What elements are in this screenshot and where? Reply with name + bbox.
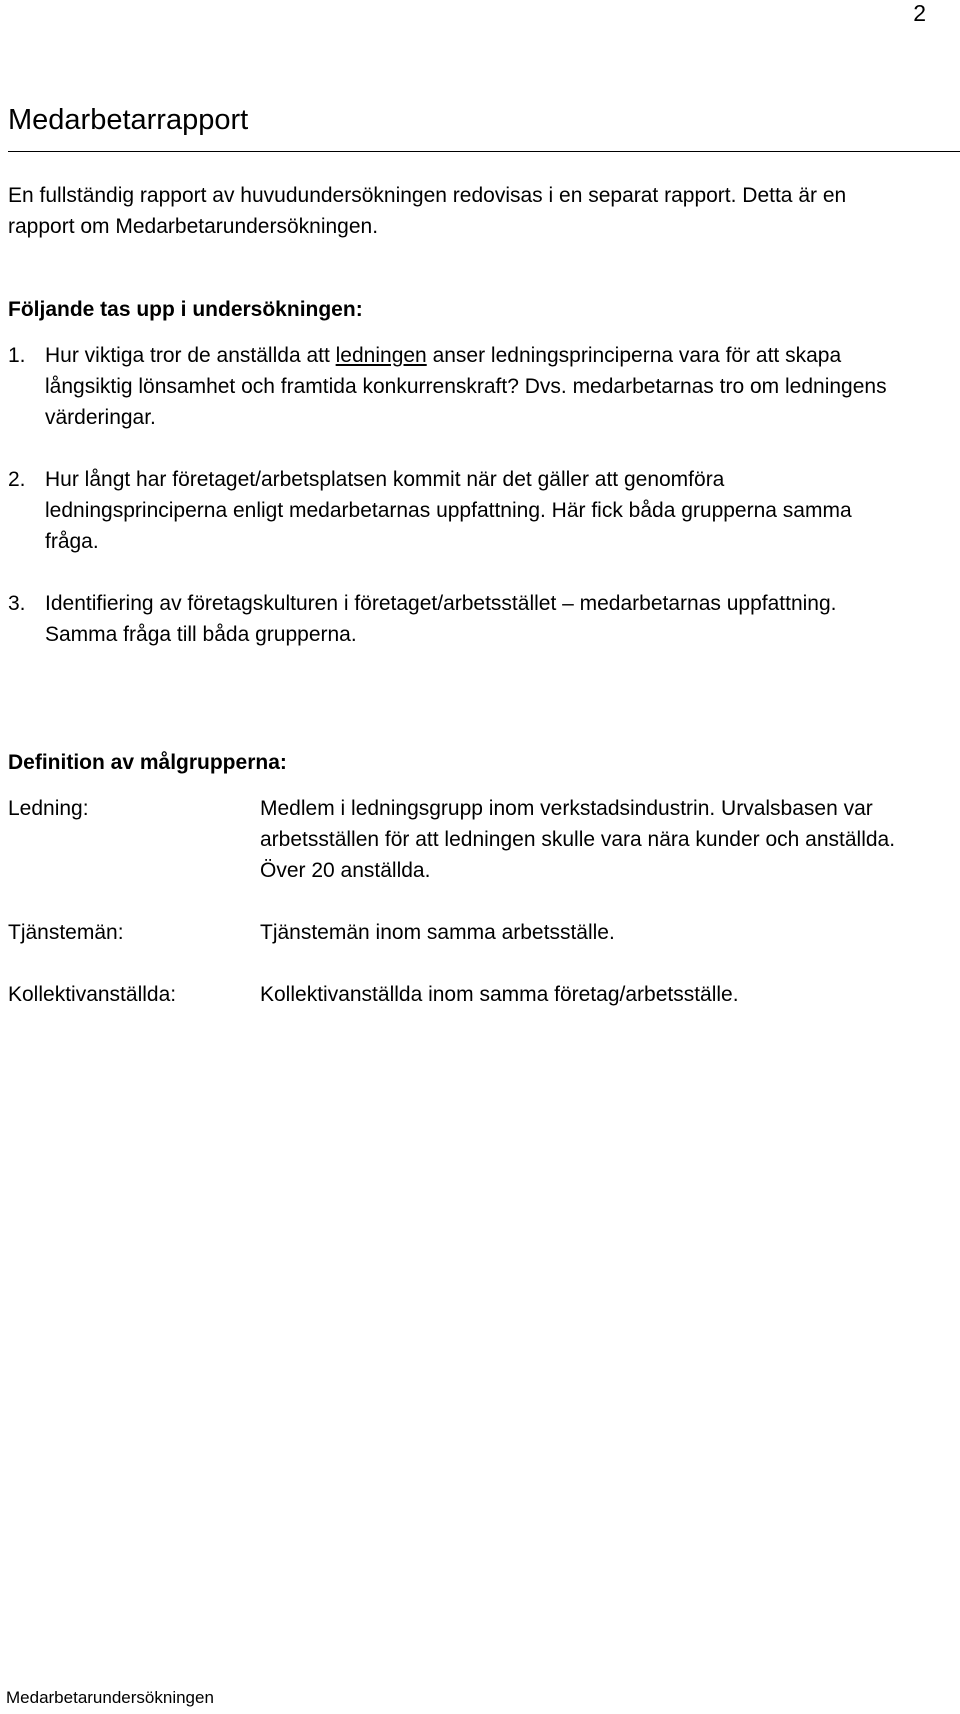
- list-item-number: 1.: [8, 344, 26, 367]
- page-title: Medarbetarrapport: [8, 104, 249, 136]
- heading-divider: [8, 151, 960, 152]
- list-item-text-start: Hur viktiga tror de anställda att: [45, 344, 336, 367]
- definition-term: Ledning:: [8, 797, 89, 820]
- list-item: [8, 464, 908, 557]
- underlined-term: ledningen: [335, 344, 427, 367]
- list-item: [8, 588, 908, 650]
- page-number: 2: [913, 0, 926, 26]
- definition-term: Kollektivanställda:: [8, 983, 177, 1006]
- list-item: [8, 340, 908, 433]
- list-item-text-end: anser ledningsprinciperna vara för att skapa långsiktig lönsamhet och framtida konkurrenskraft? Dvs. medarbetarnas tro om ledningens värderingar.: [45, 344, 887, 429]
- list-item-number: 3.: [8, 592, 26, 615]
- list-item-text: Identifiering av företagskulturen i företaget/arbetsstället – medarbetarnas uppfattning. Samma fråga till båda grupperna.: [45, 592, 837, 646]
- page-footer: Medarbetarundersökningen: [6, 1688, 214, 1707]
- list-item-text: Hur långt har företaget/arbetsplatsen kommit när det gäller att genomföra ledningsprinciperna enligt medarbetarnas uppfattning. Här fick båda grupperna samma fråga.: [45, 468, 852, 553]
- topics-heading: Följande tas upp i undersökningen:: [8, 298, 363, 321]
- definition-description: Kollektivanställda inom samma företag/arbetsställe.: [260, 983, 739, 1006]
- definition-term: Tjänstemän:: [8, 921, 124, 944]
- list-item-number: 2.: [8, 468, 26, 491]
- definitions-heading: Definition av målgrupperna:: [8, 751, 287, 774]
- topics-list: [8, 340, 908, 681]
- intro-paragraph: En fullständig rapport av huvudundersökningen redovisas i en separat rapport. Detta är en rapport om Medarbetarundersökningen.: [8, 184, 847, 238]
- definition-description: Tjänstemän inom samma arbetsställe.: [260, 921, 615, 944]
- definition-description: Medlem i ledningsgrupp inom verkstadsindustrin. Urvalsbasen var arbetsställen för att ledningen skulle vara nära kunder och anställda. Över 20 anställda.: [260, 797, 896, 882]
